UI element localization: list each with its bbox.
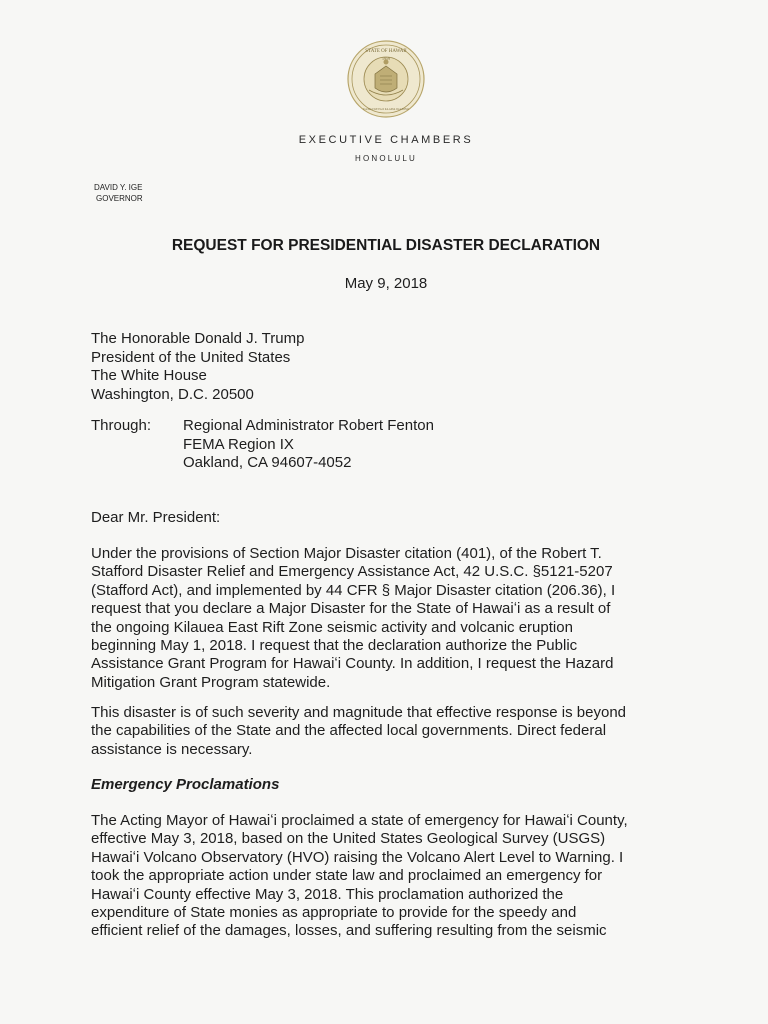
- seal-year: 1959: [382, 56, 390, 61]
- text-line: Mitigation Grant Program statewide.: [91, 673, 331, 691]
- governor-block: [94, 182, 143, 204]
- recipient-line: Washington, D.C. 20500: [91, 385, 254, 403]
- text-line: took the appropriate action under state law and proclaimed an emergency for: [91, 867, 603, 885]
- through-line: FEMA Region IX: [183, 435, 294, 453]
- seal-motto: UA MAU KE EA O KA AINA I KA PONO: [363, 108, 409, 111]
- through-line: Oakland, CA 94607-4052: [183, 454, 352, 471]
- paragraph-request: [91, 545, 636, 692]
- text-line: efficient relief of the damages, losses, and suffering resulting from the seismic: [91, 922, 607, 940]
- text-line: Assistance Grant Program for Hawaiʻi County. In addition, I request the Hazard: [91, 655, 614, 673]
- text-line: beginning May 1, 2018. I request that the declaration authorize the Public: [91, 637, 578, 655]
- text-line: This disaster is of such severity and magnitude that effective response is beyond: [91, 704, 627, 721]
- text-line: effective May 3, 2018, based on the United States Geological Survey (USGS): [91, 830, 606, 848]
- document-title: REQUEST FOR PRESIDENTIAL DISASTER DECLARATION: [171, 237, 601, 254]
- through-label: Through:: [91, 417, 152, 434]
- governor-title: GOVERNOR: [96, 194, 143, 203]
- governor-name: DAVID Y. IGE: [94, 183, 143, 192]
- text-line: Hawaiʻi Volcano Observatory (HVO) raising the Volcano Alert Level to Warning. I: [91, 848, 624, 866]
- text-line: the ongoing Kilauea East Rift Zone seismic activity and volcanic eruption: [91, 618, 573, 636]
- recipient-line: The White House: [91, 367, 207, 384]
- letter-date: May 9, 2018: [344, 275, 428, 292]
- state-seal-icon: [347, 40, 425, 118]
- section-heading: Emergency Proclamations: [91, 776, 280, 793]
- text-line: Stafford Disaster Relief and Emergency Assistance Act, 42 U.S.C. §5121-5207: [91, 563, 613, 581]
- text-line: the capabilities of the State and the affected local governments. Direct federal: [91, 722, 607, 740]
- paragraph-proclamations: [91, 812, 636, 941]
- text-line: assistance is necessary.: [91, 740, 253, 758]
- salutation: Dear Mr. President:: [91, 509, 221, 526]
- text-line: request that you declare a Major Disaster for the State of Hawaiʻi as a result of: [91, 600, 611, 618]
- office-name: EXECUTIVE CHAMBERS: [298, 134, 474, 146]
- recipient-line: The Honorable Donald J. Trump: [91, 330, 305, 347]
- text-line: expenditure of State monies as appropriate to provide for the speedy and: [91, 904, 577, 922]
- text-line: Under the provisions of Section Major Disaster citation (401), of the Robert T.: [91, 545, 602, 562]
- through-address: [183, 417, 434, 473]
- text-line: The Acting Mayor of Hawaiʻi proclaimed a state of emergency for Hawaiʻi County,: [91, 812, 628, 829]
- text-line: Hawaiʻi County effective May 3, 2018. This proclamation authorized the: [91, 885, 564, 903]
- office-city: HONOLULU: [354, 154, 418, 163]
- recipient-line: President of the United States: [91, 348, 291, 366]
- text-line: (Stafford Act), and implemented by 44 CFR § Major Disaster citation (206.36), I: [91, 581, 616, 599]
- seal-ring-text: STATE OF HAWAII: [365, 49, 407, 54]
- recipient-address: [91, 330, 304, 404]
- paragraph-severity: [91, 704, 636, 759]
- through-line: Regional Administrator Robert Fenton: [183, 417, 434, 434]
